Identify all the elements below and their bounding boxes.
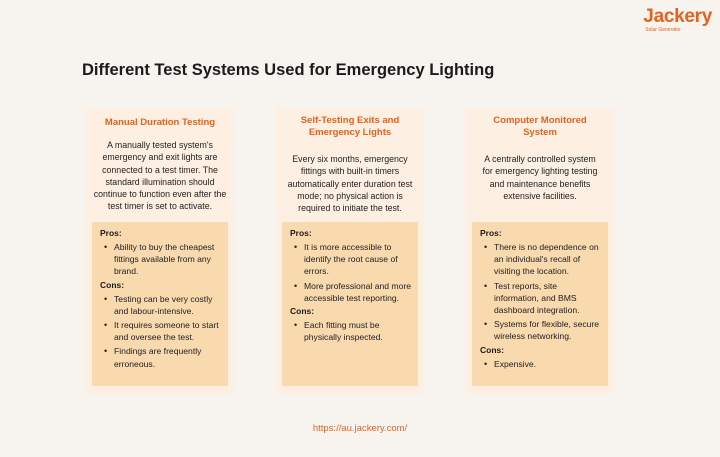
pros-list	[100, 241, 222, 278]
card-heading: Manual Duration Testing	[104, 117, 216, 128]
card-computer-monitored-system	[466, 108, 614, 394]
logo-tagline: Solar Generator	[645, 27, 681, 33]
pros-item: • Test reports, site information, and BMS dashboard integration.	[480, 280, 602, 317]
pros-list	[290, 241, 412, 304]
pros-item: • There is no dependence on an individual's recall of visiting the location.	[480, 241, 602, 278]
cons-item: • It requires someone to start and oversee the test.	[100, 319, 222, 343]
cons-item: • Expensive.	[480, 358, 602, 370]
cons-list	[290, 319, 412, 343]
brand-logo	[643, 7, 712, 33]
card-manual-duration-testing	[86, 108, 234, 394]
cons-list	[100, 293, 222, 370]
cons-label: Cons:	[100, 279, 125, 290]
card-self-testing-exits	[276, 108, 424, 394]
card-heading: Computer Monitored System	[493, 115, 587, 138]
pros-item: • It is more accessible to identify the root cause of errors.	[290, 241, 412, 278]
cons-item: • Findings are frequently erroneous.	[100, 345, 222, 369]
pros-item: • More professional and more accessible test reporting.	[290, 280, 412, 304]
cons-item: • Testing can be very costly and labour-intensive.	[100, 293, 222, 317]
page-title: Different Test Systems Used for Emergency Lighting	[82, 61, 495, 79]
pros-cons-box	[472, 222, 608, 386]
pros-cons-box	[282, 222, 418, 386]
cons-label: Cons:	[480, 344, 505, 355]
pros-label: Pros:	[480, 228, 502, 238]
pros-cons-box	[92, 222, 228, 386]
footer-url-link[interactable]: https://au.jackery.com/	[312, 423, 408, 434]
pros-label: Pros:	[290, 228, 312, 238]
cons-list	[480, 358, 602, 370]
card-description: A centrally controlled system for emergency lighting testing and maintenance benefits extensive facilities.	[482, 154, 598, 201]
card-description: A manually tested system's emergency and exit lights are connected to a test timer. The standard illumination should continue to function even after the test timer is set to activate.	[93, 140, 227, 212]
pros-item: • Systems for flexible, secure wireless networking.	[480, 318, 602, 342]
cons-label: Cons:	[290, 306, 315, 317]
pros-item: • Ability to buy the cheapest fittings available from any brand.	[100, 241, 222, 278]
logo-wordmark: Jackery	[643, 6, 712, 27]
pros-label: Pros:	[100, 228, 122, 238]
pros-list	[480, 241, 602, 343]
cons-item: • Each fitting must be physically inspected.	[290, 319, 412, 343]
card-description: Every six months, emergency fittings with built-in timers automatically enter duration test mode; no physical action is required to initiate the test.	[287, 154, 413, 214]
card-heading: Self-Testing Exits and Emergency Lights	[300, 115, 400, 138]
